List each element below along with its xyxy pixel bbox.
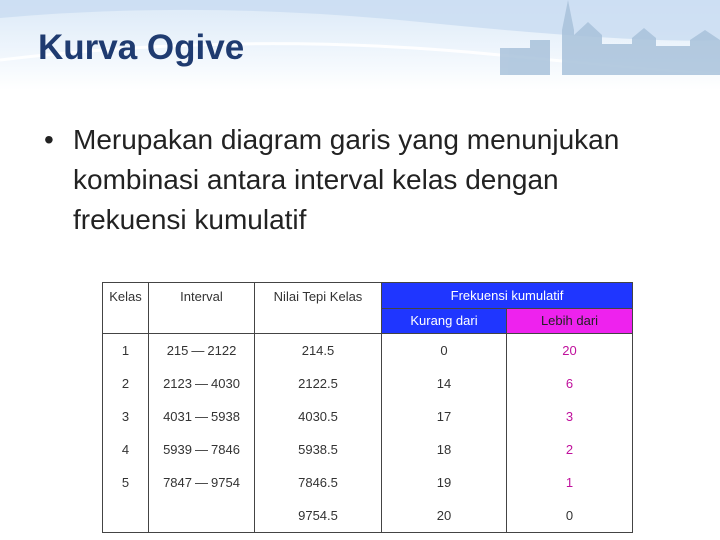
header-frekuensi-kumulatif: Frekuensi kumulatif [382, 283, 633, 309]
bullet-icon: • [44, 124, 54, 155]
interval-cell: 2123 — 4030 [149, 367, 255, 400]
kelas-cell: 5 [103, 466, 149, 499]
tepi-cell: 5938.5 [255, 433, 382, 466]
table-row [103, 499, 633, 533]
interval-cell: 215 — 2122 [149, 334, 255, 368]
tepi-cell: 7846.5 [255, 466, 382, 499]
kurang-dari-cell: 0 [382, 334, 507, 368]
header-nilai-tepi: Nilai Tepi Kelas [255, 283, 382, 334]
table-row [103, 400, 633, 433]
table-row [103, 334, 633, 368]
interval-low: 5939 [163, 442, 192, 457]
header-interval: Interval [149, 283, 255, 334]
kelas-cell: 3 [103, 400, 149, 433]
lebih-dari-cell: 6 [507, 367, 633, 400]
interval-low: 7847 [163, 475, 192, 490]
tepi-cell: 214.5 [255, 334, 382, 368]
interval-cell: 4031 — 5938 [149, 400, 255, 433]
table-row [103, 433, 633, 466]
kurang-dari-cell: 18 [382, 433, 507, 466]
interval-cell: 5939 — 7846 [149, 433, 255, 466]
slide-title: Kurva Ogive [38, 28, 245, 67]
kelas-cell: 2 [103, 367, 149, 400]
kurang-dari-cell: 20 [382, 499, 507, 533]
interval-cell [149, 499, 255, 533]
header-kurang-dari: Kurang dari [382, 308, 507, 334]
kurang-dari-cell: 14 [382, 367, 507, 400]
tepi-cell: 4030.5 [255, 400, 382, 433]
kurang-dari-cell: 17 [382, 400, 507, 433]
interval-high: 4030 [211, 376, 240, 391]
interval-high: 2122 [207, 343, 237, 358]
interval-high: 7846 [211, 442, 240, 457]
interval-high: 5938 [211, 409, 240, 424]
interval-low: 4031 [163, 409, 192, 424]
tepi-cell: 2122.5 [255, 367, 382, 400]
header-lebih-dari: Lebih dari [507, 308, 633, 334]
interval-low: 215 [166, 343, 189, 358]
table-row [103, 367, 633, 400]
lebih-dari-cell: 0 [507, 499, 633, 533]
town-skyline-icon [500, 0, 720, 75]
kelas-cell: 1 [103, 334, 149, 368]
interval-high: 9754 [211, 475, 240, 490]
bullet-text: Merupakan diagram garis yang menunjukan kombinasi antara interval kelas dengan frekuensi kumulatif [73, 124, 620, 235]
interval-low: 2123 [163, 376, 192, 391]
tepi-cell: 9754.5 [255, 499, 382, 533]
header-kelas: Kelas [103, 283, 149, 334]
kurang-dari-cell: 19 [382, 466, 507, 499]
lebih-dari-cell: 3 [507, 400, 633, 433]
lebih-dari-cell: 2 [507, 433, 633, 466]
ogive-table [102, 282, 633, 533]
lebih-dari-cell: 1 [507, 466, 633, 499]
kelas-cell: 4 [103, 433, 149, 466]
interval-cell: 7847 — 9754 [149, 466, 255, 499]
table-row [103, 466, 633, 499]
lebih-dari-cell: 20 [507, 334, 633, 368]
kelas-cell [103, 499, 149, 533]
